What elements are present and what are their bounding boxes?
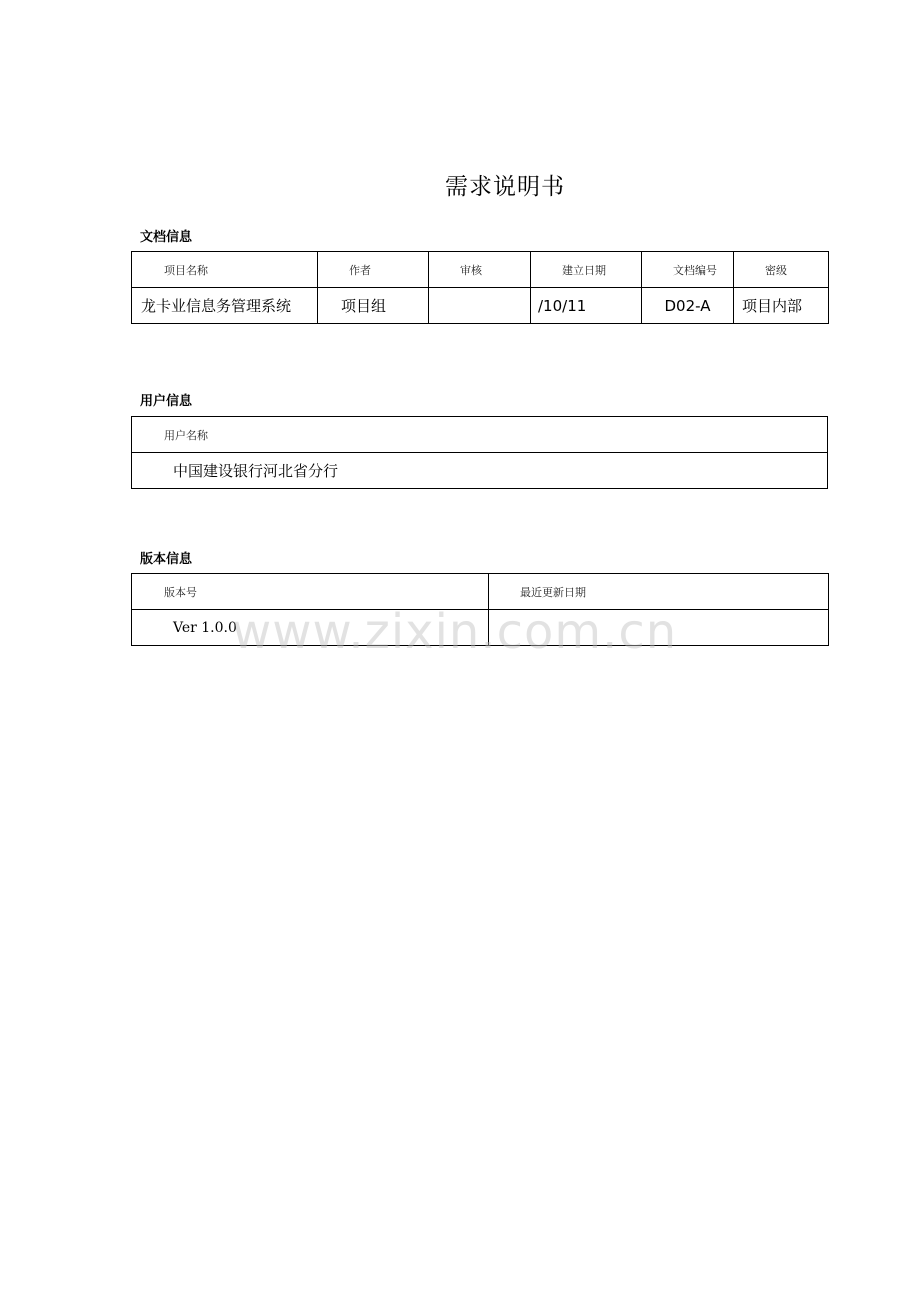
version-info-table [131,573,829,646]
value-doc-number: D02-A [642,288,734,324]
value-review [429,288,531,324]
header-review: 审核 [429,252,531,288]
header-version-number: 版本号 [132,574,489,610]
header-project-name: 项目名称 [132,252,318,288]
header-doc-number: 文档编号 [642,252,734,288]
doc-info-label: 文档信息 [140,230,193,245]
table-row [132,453,828,489]
table-row [132,574,829,610]
value-confidentiality: 项目内部 [734,288,829,324]
value-user-name: 中国建设银行河北省分行 [132,453,828,489]
value-author: 项目组 [318,288,429,324]
header-created-date: 建立日期 [531,252,642,288]
header-user-name: 用户名称 [132,417,828,453]
header-last-updated: 最近更新日期 [489,574,829,610]
table-row [132,288,829,324]
value-created-date: /10/11 [531,288,642,324]
watermark-text: www.zixin.com.cn [232,604,678,660]
table-row [132,252,829,288]
version-info-label: 版本信息 [140,552,193,567]
header-author: 作者 [318,252,429,288]
value-project-name: 龙卡业信息务管理系统 [132,288,318,324]
table-row [132,610,829,646]
user-info-table [131,416,828,489]
value-last-updated [489,610,829,646]
page-title: 需求说明书 [445,174,565,200]
table-row [132,417,828,453]
header-confidentiality: 密级 [734,252,829,288]
doc-info-table [131,251,829,324]
value-version-number: Ver 1.0.0 [132,610,489,646]
user-info-label: 用户信息 [140,394,193,409]
